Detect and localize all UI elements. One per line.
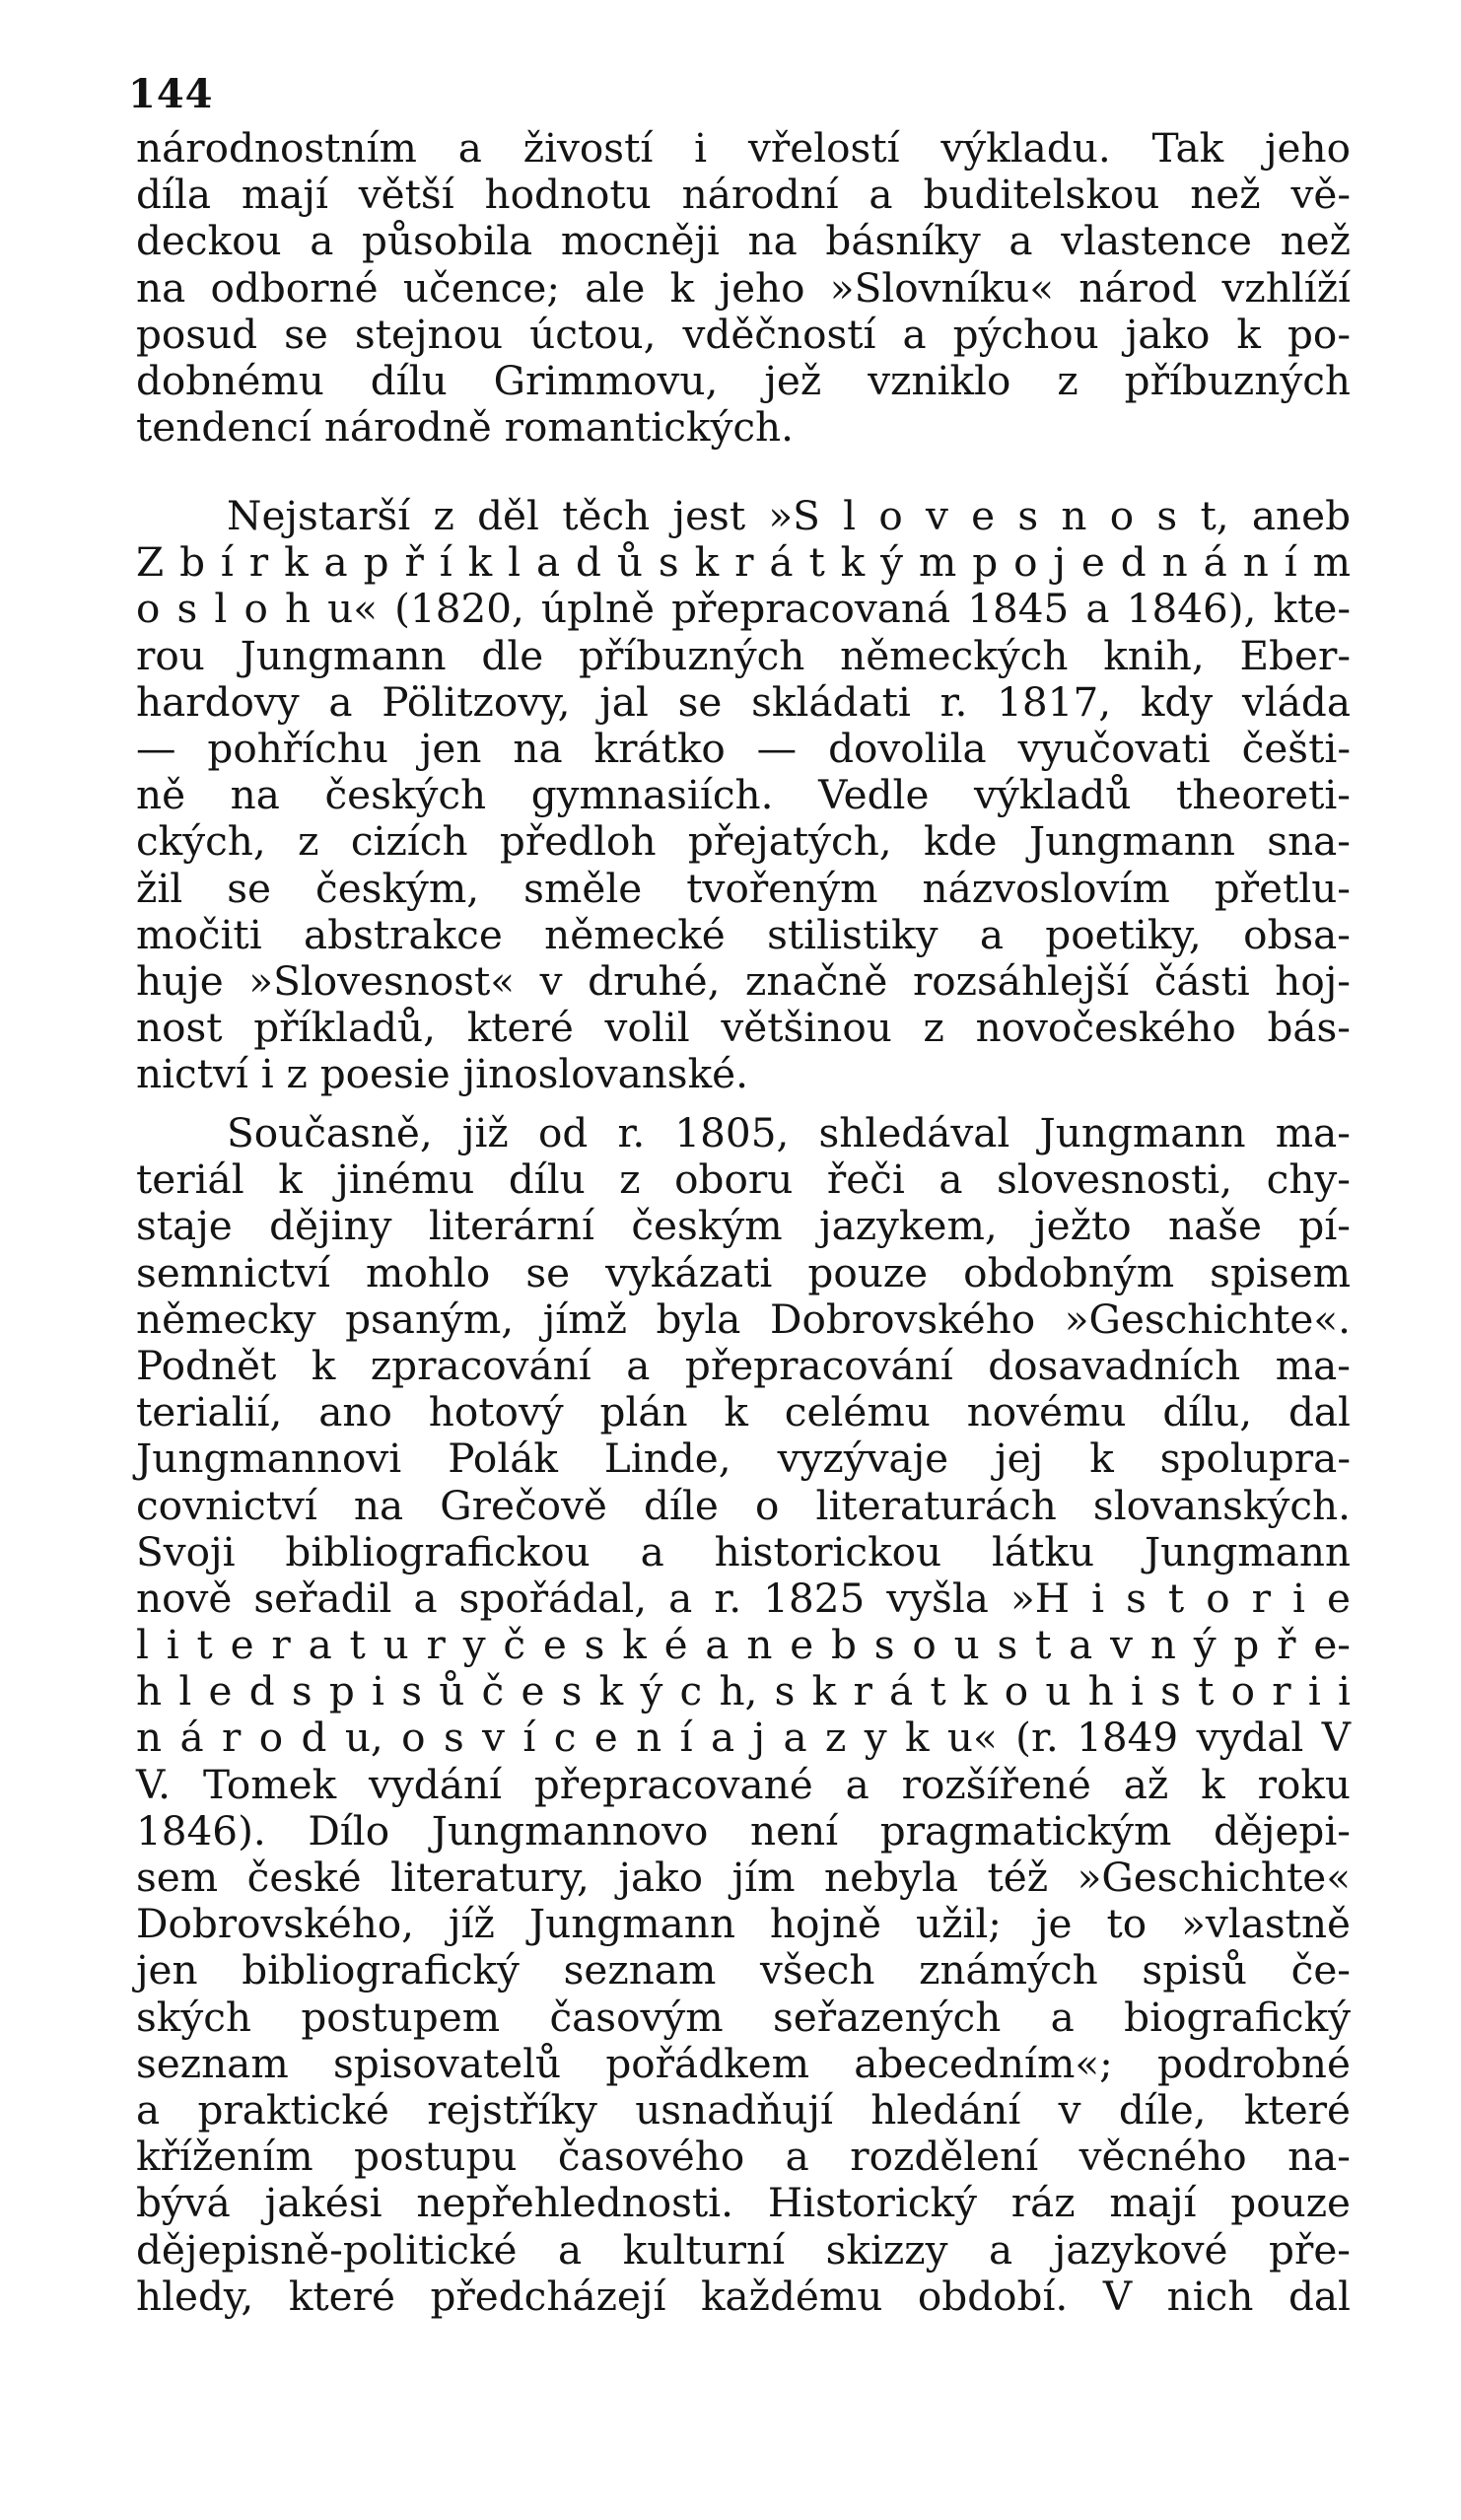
text-line: huje »Slovesnost« v druhé, značně rozsáhlejší části hoj-	[136, 956, 1351, 1005]
text-line: díla mají větší hodnotu národní a buditelskou než vě-	[136, 171, 1351, 219]
text-line: terialií, ano hotový plán k celému novému dílu, dal	[136, 1388, 1351, 1436]
text-line: semnictví mohlo se vykázati pouze obdobným spisem	[136, 1248, 1351, 1296]
text-line: dobnému dílu Grimmovu, jež vzniklo z příbuzných	[136, 356, 1351, 404]
paragraph-2	[136, 493, 1351, 1097]
text-line: národnostním a živostí i vřelostí výkladu. Tak jeho	[136, 124, 1351, 172]
paragraph-1	[136, 125, 1351, 451]
text-line: o s l o h u« (1820, úplně přepracovaná 1845 a 1846), kte-	[136, 585, 1351, 633]
text-line: hardovy a Pölitzovy, jal se skládati r. 1817, kdy vláda	[136, 677, 1351, 726]
text-line: 1846). Dílo Jungmannovo není pragmatickým dějepi-	[136, 1806, 1351, 1855]
text-line: nost příkladů, které volil většinou z novočeského bás-	[136, 1004, 1351, 1052]
text-line: křížením postupu časového a rozdělení věcného na-	[136, 2133, 1351, 2181]
text-line: Svoji bibliografickou a historickou látku Jungmann	[136, 1527, 1351, 1575]
text-line: ckých, z cizích předloh přejatých, kde Jungmann sna-	[136, 817, 1351, 866]
text-line: h l e d s p i s ů č e s k ý c h, s k r á t k o u h i s t o r i i	[136, 1667, 1351, 1715]
text-line: Podnět k zpracování a přepracování dosavadních ma-	[136, 1341, 1351, 1389]
text-line: a praktické rejstříky usnadňují hledání v díle, které	[136, 2085, 1351, 2134]
text-line: deckou a působila mocněji na básníky a vlastence než	[136, 217, 1351, 265]
text-line: jen bibliografický seznam všech známých spisů če-	[136, 1946, 1351, 1995]
text-line: teriál k jinému dílu z oboru řeči a slovesnosti, chy-	[136, 1155, 1351, 1204]
text-line: ských postupem časovým seřazených a biografický	[136, 1993, 1351, 2041]
text-line: posud se stejnou úctou, vděčností a pýchou jako k po-	[136, 310, 1351, 358]
text-line: Nejstarší z děl těch jest »S l o v e s n o s t, aneb	[227, 492, 1351, 539]
text-line: Z b í r k a p ř í k l a d ů s k r á t k ý m p o j e d n á n í m	[136, 538, 1351, 587]
text-line: rou Jungmann dle příbuzných německých knih, Eber-	[136, 631, 1351, 679]
text-line: n á r o d u, o s v í c e n í a j a z y k u« (r. 1849 vydal V	[136, 1714, 1351, 1762]
text-line: na odborné učence; ale k jeho »Slovníku« národ vzhlíží	[136, 263, 1351, 312]
text-line: bývá jakési nepřehlednosti. Historický ráz mají pouze	[136, 2179, 1351, 2227]
text-line: dějepisně-politické a kulturní skizzy a jazykové pře-	[136, 2225, 1351, 2274]
text-line: l i t e r a t u r y č e s k é a n e b s o u s t a v n ý p ř e-	[136, 1621, 1351, 1669]
text-line: seznam spisovatelů pořádkem abecedním«; podrobné	[136, 2039, 1351, 2087]
text-line: močiti abstrakce německé stilistiky a poetiky, obsa-	[136, 910, 1351, 958]
text-line: sem české literatury, jako jím nebyla též »Geschichte«	[136, 1854, 1351, 1901]
text-line: nově seřadil a spořádal, a r. 1825 vyšla »H i s t o r i e	[136, 1574, 1351, 1622]
text-line: Současně, již od r. 1805, shledával Jungmann ma-	[227, 1109, 1351, 1156]
text-line: V. Tomek vydání přepracované a rozšířené až k roku	[136, 1760, 1351, 1808]
text-line: — pohříchu jen na krátko — dovolila vyučovati češti-	[136, 724, 1351, 772]
text-line: žil se českým, směle tvořeným názvoslovím přetlu-	[136, 864, 1351, 912]
text-line: nictví i z poesie jinoslovanské.	[136, 1050, 748, 1098]
paragraph-3	[136, 1110, 1351, 2320]
text-line: ně na českých gymnasiích. Vedle výkladů theoreti-	[136, 771, 1351, 819]
text-line: tendencí národně romantických.	[136, 403, 794, 452]
text-line: Dobrovského, jíž Jungmann hojně užil; je to »vlastně	[136, 1900, 1351, 1948]
text-line: Jungmannovi Polák Linde, vyzývaje jej k spolupra-	[136, 1435, 1351, 1483]
text-line: staje dějiny literární českým jazykem, ježto naše pí-	[136, 1202, 1351, 1250]
page-number: 144	[128, 71, 214, 117]
text-line: německy psaným, jímž byla Dobrovského »Geschichte«.	[136, 1295, 1351, 1343]
text-line: hledy, které předcházejí každému období. V nich dal	[136, 2272, 1351, 2320]
text-line: covnictví na Grečově díle o literaturách slovanských.	[136, 1481, 1351, 1529]
